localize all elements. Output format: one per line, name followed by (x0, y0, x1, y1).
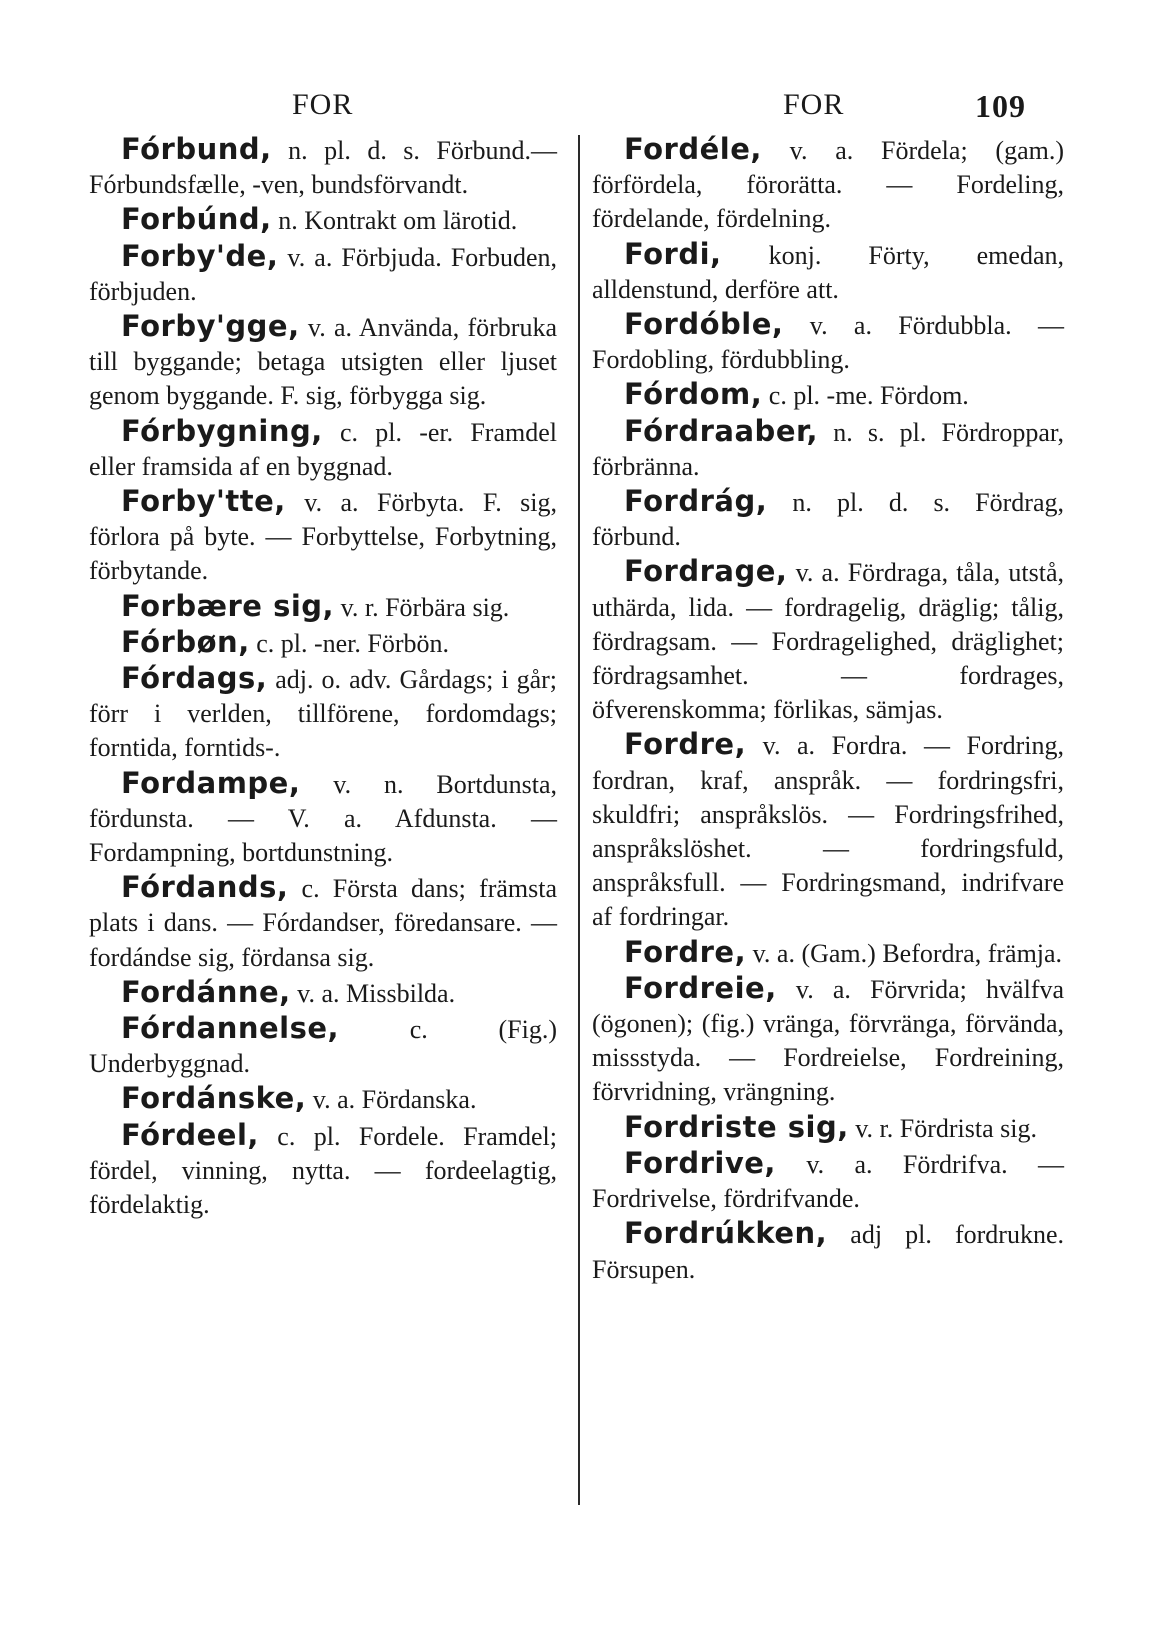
entry-definition: v. a. Fördubbla. — Fordobling, fördubbling. (592, 311, 1064, 375)
dictionary-entry (89, 975, 557, 1011)
entry-definition: adj. o. adv. Gårdags; i går; förr i verlden, tillförene, fordomdags; forntida, forntids-. (89, 665, 557, 763)
left-column (89, 132, 557, 1222)
entry-definition: n. Kontrakt om lärotid. (271, 206, 518, 236)
entry-headword: Fordreie, (624, 970, 777, 1005)
dictionary-entry (89, 202, 557, 238)
entry-headword: Fórbygning, (121, 413, 323, 448)
entry-headword: Fordre, (624, 934, 747, 969)
entry-definition: v. a. Fördanska. (306, 1085, 477, 1115)
entry-headword: Fordi, (624, 236, 722, 271)
entry-definition: v. r. Förbära sig. (334, 592, 510, 622)
entry-definition: c. pl. -er. Framdel eller framsida af en byggnad. (89, 417, 557, 481)
dictionary-entry (592, 484, 1064, 554)
dictionary-entry (89, 239, 557, 309)
entry-headword: Fordriste sig, (624, 1109, 849, 1144)
entry-headword: Fordrúkken, (624, 1216, 828, 1251)
dictionary-entry (592, 554, 1064, 727)
dictionary-entry (592, 307, 1064, 377)
dictionary-entry (89, 484, 557, 589)
entry-definition: n. s. pl. Fördroppar, förbränna. (592, 417, 1064, 481)
entry-headword: Fordánne, (121, 974, 291, 1009)
dictionary-entry (89, 870, 557, 975)
dictionary-entry (89, 1118, 557, 1223)
page-number: 109 (975, 88, 1026, 124)
entry-headword: Forbúnd, (121, 202, 272, 237)
entry-definition: c. Första dans; främsta plats i dans. — Fórdandser, föredansare. — fordándse sig, fördansa sig. (89, 874, 557, 972)
entry-headword: Fordánske, (121, 1081, 307, 1116)
dictionary-entry (592, 414, 1064, 484)
dictionary-entry (89, 1011, 557, 1081)
dictionary-entry (89, 132, 557, 202)
entry-definition: v. a. Förbyta. F. sig, förlora på byte. — Forbyttelse, Forbytning, förbytande. (89, 488, 557, 586)
entry-headword: Fórdands, (121, 870, 289, 905)
dictionary-entry (592, 1216, 1064, 1286)
entry-headword: Fordrage, (624, 554, 788, 589)
entry-headword: Fórbøn, (121, 624, 250, 659)
entry-headword: Fordóble, (624, 307, 784, 342)
dictionary-entry (89, 414, 557, 484)
entry-definition: v. a. Fördela; (gam.) förfördela, förorätta. — Fordeling, fördelande, fördelning. (592, 136, 1064, 234)
entry-definition: v. a. Använda, förbruka till byggande; betaga utsigten eller ljuset genom byggande. F. sig, förbygga sig. (89, 313, 557, 411)
entry-headword: Forbære sig, (121, 588, 335, 623)
entry-headword: Forby'de, (121, 238, 279, 273)
entry-headword: Fordampe, (121, 765, 301, 800)
entry-definition: v. r. Fördrista sig. (848, 1113, 1037, 1143)
entry-definition: v. a. Fordra. — Fordring, fordran, kraf, anspråk. — fordringsfri, skuldfri; anspråkslös. — Fordringsfrihed, anspråkslöshet. — fordringsfuld, anspråksfull. — Fordringsmand, indrifvare af fordringar. (592, 731, 1064, 932)
entry-definition: c. pl. -me. Fördom. (762, 381, 969, 411)
dictionary-entry (89, 625, 557, 661)
left-guide-word: FOR (292, 88, 354, 121)
entry-headword: Fordrág, (624, 484, 768, 519)
right-guide-word: FOR (783, 88, 845, 121)
dictionary-entry (89, 661, 557, 766)
dictionary-entry (89, 589, 557, 625)
entry-definition: v. a. Förvrida; hvälfva (ögonen); (fig.) vränga, förvränga, förvända, missstyda. — Fordreielse, Fordreining, förvridning, vrängning. (592, 974, 1064, 1107)
entry-headword: Fórdeel, (121, 1117, 259, 1152)
dictionary-entry (592, 377, 1064, 413)
entry-definition: c. pl. Fordele. Framdel; fördel, vinning, nytta. — fordeelagtig, fördelaktig. (89, 1121, 557, 1220)
entry-definition: v. a. (Gam.) Befordra, främja. (746, 938, 1063, 968)
dictionary-entry (89, 309, 557, 414)
entry-definition: konj. Förty, emedan, alldenstund, derföre att. (592, 240, 1064, 304)
dictionary-entry (592, 935, 1064, 971)
entry-headword: Forby'tte, (121, 484, 286, 519)
column-divider (578, 135, 580, 1505)
entry-definition: c. pl. -ner. Förbön. (249, 628, 450, 658)
entry-definition: n. pl. d. s. Fördrag, förbund. (592, 488, 1064, 552)
entry-definition: c. (Fig.) Underbyggnad. (89, 1015, 557, 1079)
dictionary-entry (592, 1110, 1064, 1146)
dictionary-entry (89, 766, 557, 871)
entry-definition: adj pl. fordrukne. Försupen. (592, 1220, 1064, 1284)
dictionary-entry (89, 1081, 557, 1117)
entry-headword: Fordéle, (624, 132, 762, 166)
entry-headword: Fórdannelse, (121, 1011, 340, 1046)
entry-definition: v. n. Bortdunsta, fördunsta. — V. a. Afdunsta. — Fordampning, bortdunstning. (89, 769, 557, 868)
entry-definition: v. a. Fördrifva. — Fordrivelse, fördrifvande. (592, 1149, 1064, 1214)
dictionary-entry (592, 237, 1064, 307)
dictionary-entry (592, 971, 1064, 1110)
dictionary-entry (592, 132, 1064, 237)
entry-headword: Fórdraaber, (624, 413, 819, 448)
entry-headword: Fordre, (624, 727, 747, 762)
entry-headword: Fórdags, (121, 661, 268, 696)
entry-headword: Forby'gge, (121, 309, 300, 344)
right-column (592, 132, 1064, 1287)
dictionary-entry (592, 727, 1064, 934)
entry-headword: Fórdom, (624, 377, 763, 412)
entry-definition: v. a. Missbilda. (290, 978, 456, 1008)
dictionary-entry (592, 1146, 1064, 1216)
entry-definition: v. a. Fördraga, tåla, utstå, uthärda, lida. — fordragelig, dräglig; tålig, fördragsam. — Fordragelighed, dräglighet; fördragsamhet. — fordrages, öfverenskomma; förlikas, sämjas. (592, 558, 1064, 725)
entry-headword: Fordrive, (624, 1145, 776, 1180)
entry-definition: v. a. Förbjuda. Forbuden, förbjuden. (89, 242, 557, 306)
entry-headword: Fórbund, (121, 132, 272, 166)
entry-definition: n. pl. d. s. Förbund.— Fórbundsfælle, -ven, bundsförvandt. (89, 136, 557, 200)
